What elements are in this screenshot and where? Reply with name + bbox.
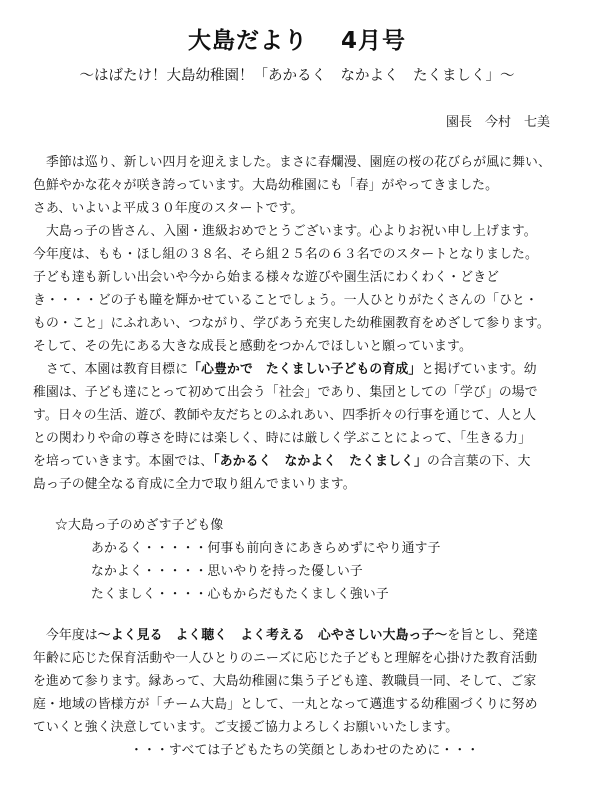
text-line: との関わりや命の尊さを時には楽しく、時には厳しく学ぶことによって、「生きる力」 bbox=[33, 431, 532, 446]
motto-item: なかよく・・・・・思いやりを持った優しい子 bbox=[91, 564, 363, 579]
closing-line: ・・・すべては子どもたちの笑顔としあわせのために・・・ bbox=[130, 743, 480, 758]
newsletter-subtitle: ～はばたけ！大島幼稚園！「あかるく なかよく たくましく」～ bbox=[79, 68, 515, 84]
text-line: もの・こと」にふれあい、つながり、学びあう充実した幼稚園教育をめざして参ります。 bbox=[33, 316, 550, 331]
motto-item: あかるく・・・・・何事も前向きにあきらめずにやり通す子 bbox=[91, 541, 441, 556]
text-line: 年齢に応じた保育活動や一人ひとりのニーズに応じた子どもと理解を心掛けた教育活動 bbox=[33, 651, 538, 666]
text-line: ていくと強く決意しています。ご支援ご協力よろしくお願いいたします。 bbox=[33, 720, 459, 735]
text-segment: を培っていきます。本園では、 bbox=[33, 454, 214, 469]
paragraph-welcome bbox=[33, 220, 569, 358]
paragraph-seasonal-greeting bbox=[33, 151, 569, 220]
text-segment: 今年度は bbox=[46, 628, 98, 643]
text-line: 季節は巡り、新しい四月を迎えました。まさに春爛漫、園庭の桜の花びらが風に舞い、 bbox=[46, 155, 551, 170]
text-line bbox=[33, 358, 569, 381]
text-line bbox=[33, 624, 569, 647]
motto-item: たくましく・・・・心もからだもたくましく強い子 bbox=[91, 587, 389, 602]
text-line: そして、その先にある大きな成長と感動をつかんでほしいと願っています。 bbox=[33, 339, 472, 354]
motto-heading: ☆大島っ子のめざす子ども像 bbox=[55, 518, 224, 533]
text-line: を進めて参ります。縁あって、大島幼稚園に集う子ども達、教職員一同、そして、ご家 bbox=[33, 674, 537, 689]
text-line: 稚園は、子ども達にとって初めて出会う「社会」であり、集団としての「学び」の場で bbox=[33, 385, 538, 400]
text-line: す。日々の生活、遊び、教師や友だちとのふれあい、四季折々の行事を通じて、人と人 bbox=[33, 408, 537, 423]
yearly-theme-emphasis: ～よく見る よく聴く よく考える 心やさしい大島っ子～ bbox=[97, 628, 448, 643]
text-segment: と掲げています。幼 bbox=[421, 362, 537, 377]
educational-goal-emphasis: 「心豊かで たくましい子どもの育成」 bbox=[188, 362, 422, 377]
spacer bbox=[33, 606, 569, 624]
text-line bbox=[33, 450, 569, 473]
text-line: 色鮮やかな花々が咲き誇っています。大島幼稚園にも「春」がやってきました。 bbox=[33, 178, 499, 193]
spacer bbox=[33, 496, 569, 514]
author-line: 園長 今村 七美 bbox=[445, 115, 550, 130]
motto-emphasis: 「あかるく なかよく たくましく」 bbox=[213, 454, 427, 469]
text-segment: を旨とし、発達 bbox=[447, 628, 539, 643]
text-line: 大島っ子の皆さん、入園・進級おめでとうございます。心よりお祝い申し上げます。 bbox=[46, 224, 537, 239]
text-line: 子ども達も新しい出会いや今から始まる様々な遊びや園生活にわくわく・どきど bbox=[33, 270, 500, 285]
newsletter-title: 大島だより 4月号 bbox=[187, 28, 406, 54]
letter-body bbox=[33, 151, 569, 762]
text-line: 今年度は、もも・ほし組の３８名、そら組２５名の６３名でのスタートとなりました。 bbox=[33, 247, 538, 262]
text-segment: さて、本園は教育目標に bbox=[46, 362, 189, 377]
text-line: き・・・・どの子も瞳を輝かせていることでしょう。一人ひとりがたくさんの「ひと・ bbox=[33, 293, 538, 308]
motto-list bbox=[33, 514, 569, 606]
paragraph-educational-goal bbox=[33, 358, 569, 496]
paragraph-this-year bbox=[33, 624, 569, 739]
text-line: 庭・地域の皆様方が「チーム大島」として、一丸となって邁進する幼稚園づくりに努め bbox=[33, 697, 538, 712]
text-segment: の合言葉の下、大 bbox=[426, 454, 531, 469]
text-line: 島っ子の健全なる育成に全力で取り組んでまいります。 bbox=[33, 477, 356, 492]
text-line: さあ、いよいよ平成３０年度のスタートです。 bbox=[33, 201, 304, 216]
